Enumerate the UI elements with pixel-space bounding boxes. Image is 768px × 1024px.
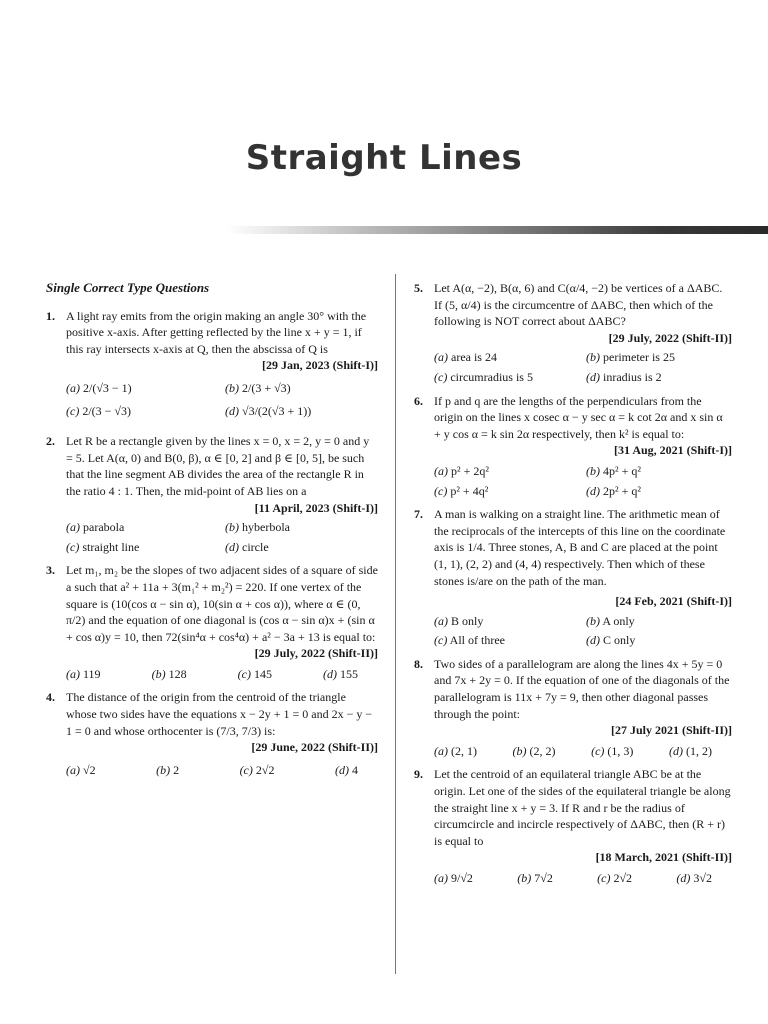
option-c: (c) 2√2	[597, 871, 633, 885]
option-d: (d) inradius is 2	[586, 369, 662, 384]
question-number: 2.	[46, 434, 55, 449]
option-d: (d) 2p² + q²	[586, 483, 641, 498]
question-reference: [29 July, 2022 (Shift-II)]	[254, 646, 378, 661]
question-reference: [29 Jan, 2023 (Shift-I)]	[262, 358, 378, 373]
option-c: (c) 2/(3 − √3)	[66, 403, 132, 418]
question-text: Two sides of a parallelogram are along the lines 4x + 5y = 0 and 7x + 2y = 0. If the equation of one of the diagonals of the parallelogram is 11x + 7y = 9, then other diagonal passes through the point:	[434, 656, 730, 721]
option-b: (b) 2	[156, 762, 180, 777]
option-c: (c) straight line	[66, 539, 140, 554]
question-reference: [31 Aug, 2021 (Shift-I)]	[613, 443, 732, 458]
question-9	[414, 766, 732, 886]
question-number: 1.	[46, 308, 55, 323]
option-d: (d) 4	[334, 762, 358, 777]
question-7	[414, 506, 732, 649]
option-c: (c) circumradius is 5	[434, 369, 533, 384]
page-title: Straight Lines	[245, 138, 523, 178]
option-c: (c) (1, 3)	[591, 743, 634, 758]
question-8	[414, 656, 732, 760]
option-d: (d) circle	[225, 539, 269, 554]
option-c: (c) 2√2	[239, 762, 275, 777]
option-a: (a) 9/√2	[434, 871, 473, 885]
question-reference: [29 July, 2022 (Shift-II)]	[608, 330, 732, 345]
question-reference: [11 April, 2023 (Shift-I)]	[254, 500, 378, 515]
option-b: (b) 4p² + q²	[586, 463, 641, 478]
question-reference: [27 July 2021 (Shift-II)]	[610, 723, 732, 738]
question-2	[46, 433, 378, 555]
question-4	[46, 689, 378, 778]
option-b: (b) 2/(3 + √3)	[225, 380, 291, 395]
question-5	[414, 280, 732, 386]
question-1	[46, 308, 378, 420]
section-title: Single Correct Type Questions	[46, 280, 210, 295]
option-d: (d) √3/(2(√3 + 1))	[225, 403, 312, 418]
option-c: (c) p² + 4q²	[434, 483, 489, 498]
question-text: The distance of the origin from the centroid of the triangle whose two sides have the equations x − 2y + 1 = 0 and 2x − y − 1 = 0 and whose orthocenter is (7/3, 7/3) is:	[66, 690, 373, 738]
option-c: (c) All of three	[434, 633, 505, 648]
option-a: (a) p² + 2q²	[434, 463, 489, 478]
question-3	[46, 562, 378, 682]
question-number: 3.	[46, 563, 55, 578]
option-d: (d) 155	[322, 666, 358, 681]
option-a: (a) 119	[66, 666, 101, 681]
question-reference: [18 March, 2021 (Shift-II)]	[595, 850, 732, 865]
option-a: (a) 2/(√3 − 1)	[66, 380, 132, 395]
option-a: (a) B only	[434, 613, 484, 628]
question-reference: [29 June, 2022 (Shift-II)]	[251, 740, 378, 755]
right-column	[414, 280, 732, 894]
option-b: (b) 128	[151, 666, 187, 681]
option-c: (c) 145	[237, 666, 272, 681]
question-text: Let R be a rectangle given by the lines x = 0, x = 2, y = 0 and y = 5. Let A(α, 0) and B(0, β), α ∈ [0, 2] and β ∈ [0, 5], be such that the line segment AB divides the area of the rectangle R in the ratio 4 : 1. Then, the mid-point of AB lies on a	[66, 434, 370, 498]
option-d: (d) (1, 2)	[668, 743, 712, 758]
option-d: (d) C only	[586, 633, 636, 648]
option-a: (a) area is 24	[434, 350, 497, 365]
option-b: (b) (2, 2)	[512, 743, 556, 758]
question-number: 4.	[46, 690, 55, 705]
question-text: A man is walking on a straight line. The arithmetic mean of the reciprocals of the intercepts of this line on the coordinate axis is 1/4. Three stones, A, B and C are placed at the point (1, 1), (2, 2) and (4, 4) respectively. Then which of these stones is/are on the path of the man.	[434, 507, 726, 588]
question-6	[414, 393, 732, 500]
question-number: 5.	[414, 281, 423, 295]
question-text: A light ray emits from the origin making an angle 30° with the positive x-axis. After getting reflected by the line x + y = 1, if this ray intersects x-axis at Q, then the abscissa of Q is	[66, 308, 367, 356]
question-number: 6.	[414, 393, 423, 408]
question-reference: [24 Feb, 2021 (Shift-I)]	[615, 594, 732, 609]
option-a: (a) parabola	[66, 520, 125, 535]
question-number: 9.	[414, 767, 423, 782]
option-d: (d) 3√2	[676, 871, 712, 885]
left-column	[46, 280, 378, 785]
question-text: Let m₁, m₂ be the slopes of two adjacent sides of a square of side a such that a² + 11a + 3(m₁² + m₂²) = 220. If one vertex of the square is (10(cos α − sin α), 10(sin α + cos α)), where α ∈ (0, π/2) and the equation of one diagonal is (cos α − sin α)x + (sin α + cos α)y = 10, then 72(sin⁴α + cos⁴α) + a² − 3a + 13 is equal to:	[66, 563, 378, 644]
question-text: Let the centroid of an equilateral triangle ABC be at the origin. Let one of the sides of the equilateral triangle be along the straight line x + y = 3. If R and r be the radius of circumcircle and incircle respectively of ΔABC, then (R + r) is equal to	[434, 767, 731, 848]
option-b: (b) perimeter is 25	[586, 350, 675, 365]
option-b: (b) 7√2	[517, 871, 553, 885]
question-text: If p and q are the lengths of the perpendiculars from the origin on the lines x cosec α − y sec α = k cot 2α and x sin α + y cos α = k sin 2α respectively, then k² is equal to:	[434, 393, 723, 441]
question-number: 7.	[414, 507, 423, 522]
title-rule	[226, 226, 768, 234]
question-number: 8.	[414, 656, 423, 671]
column-divider	[395, 274, 396, 974]
option-b: (b) A only	[586, 613, 635, 628]
option-a: (a) (2, 1)	[434, 743, 477, 758]
question-text: Let A(α, −2), B(α, 6) and C(α/4, −2) be vertices of a ΔABC. If (5, α/4) is the circumcentre of ΔABC, then which of the following is NOT correct about ΔABC?	[434, 281, 723, 329]
option-a: (a) √2	[66, 762, 96, 777]
option-b: (b) hyberbola	[225, 520, 290, 535]
